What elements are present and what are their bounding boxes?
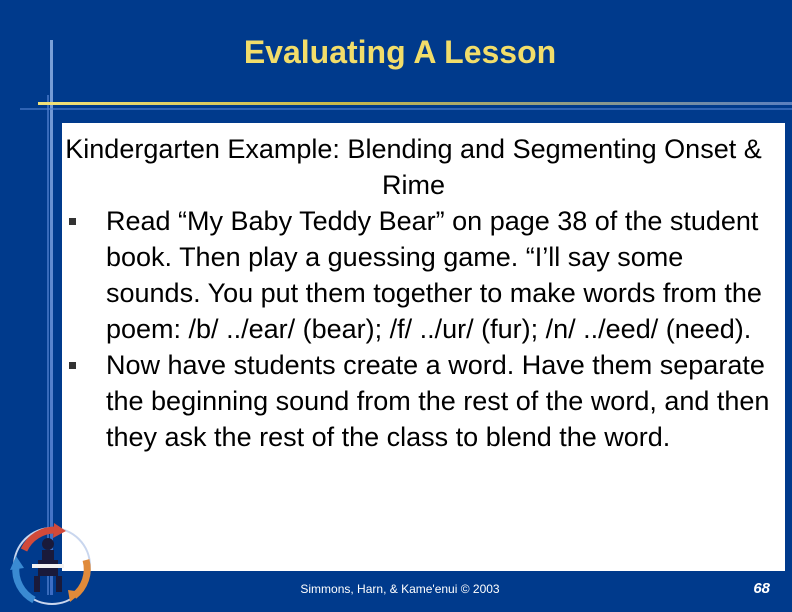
decorative-horizontal-line	[38, 102, 792, 105]
bullet-item	[62, 203, 785, 347]
page-number: 68	[753, 580, 770, 597]
square-bullet-icon	[69, 218, 76, 225]
footer-credit: Simmons, Harn, & Kame'enui © 2003	[300, 582, 500, 596]
reading-student-cycle-icon	[4, 520, 100, 608]
bullet-list	[62, 203, 785, 455]
bullet-text: Now have students create a word. Have them separate the beginning sound from the rest of the word, and then they ask the rest of the class to blend the word.	[106, 350, 770, 452]
decorative-horizontal-line-secondary	[20, 108, 792, 110]
slide-title: Evaluating A Lesson	[243, 34, 557, 70]
square-bullet-icon	[69, 362, 76, 369]
bullet-text: Read “My Baby Teddy Bear” on page 38 of the student book. Then play a guessing game. “I’ll say some sounds. You put them together to make words from the poem: /b/ ../ear/ (bear); /f/ ../ur/ (fur); /n/ ../eed/ (need).	[106, 206, 762, 344]
content-heading: Kindergarten Example: Blending and Segmenting Onset & Rime	[65, 134, 762, 200]
bullet-item	[62, 347, 785, 455]
content-panel	[62, 123, 785, 571]
decorative-vertical-line	[50, 40, 53, 595]
